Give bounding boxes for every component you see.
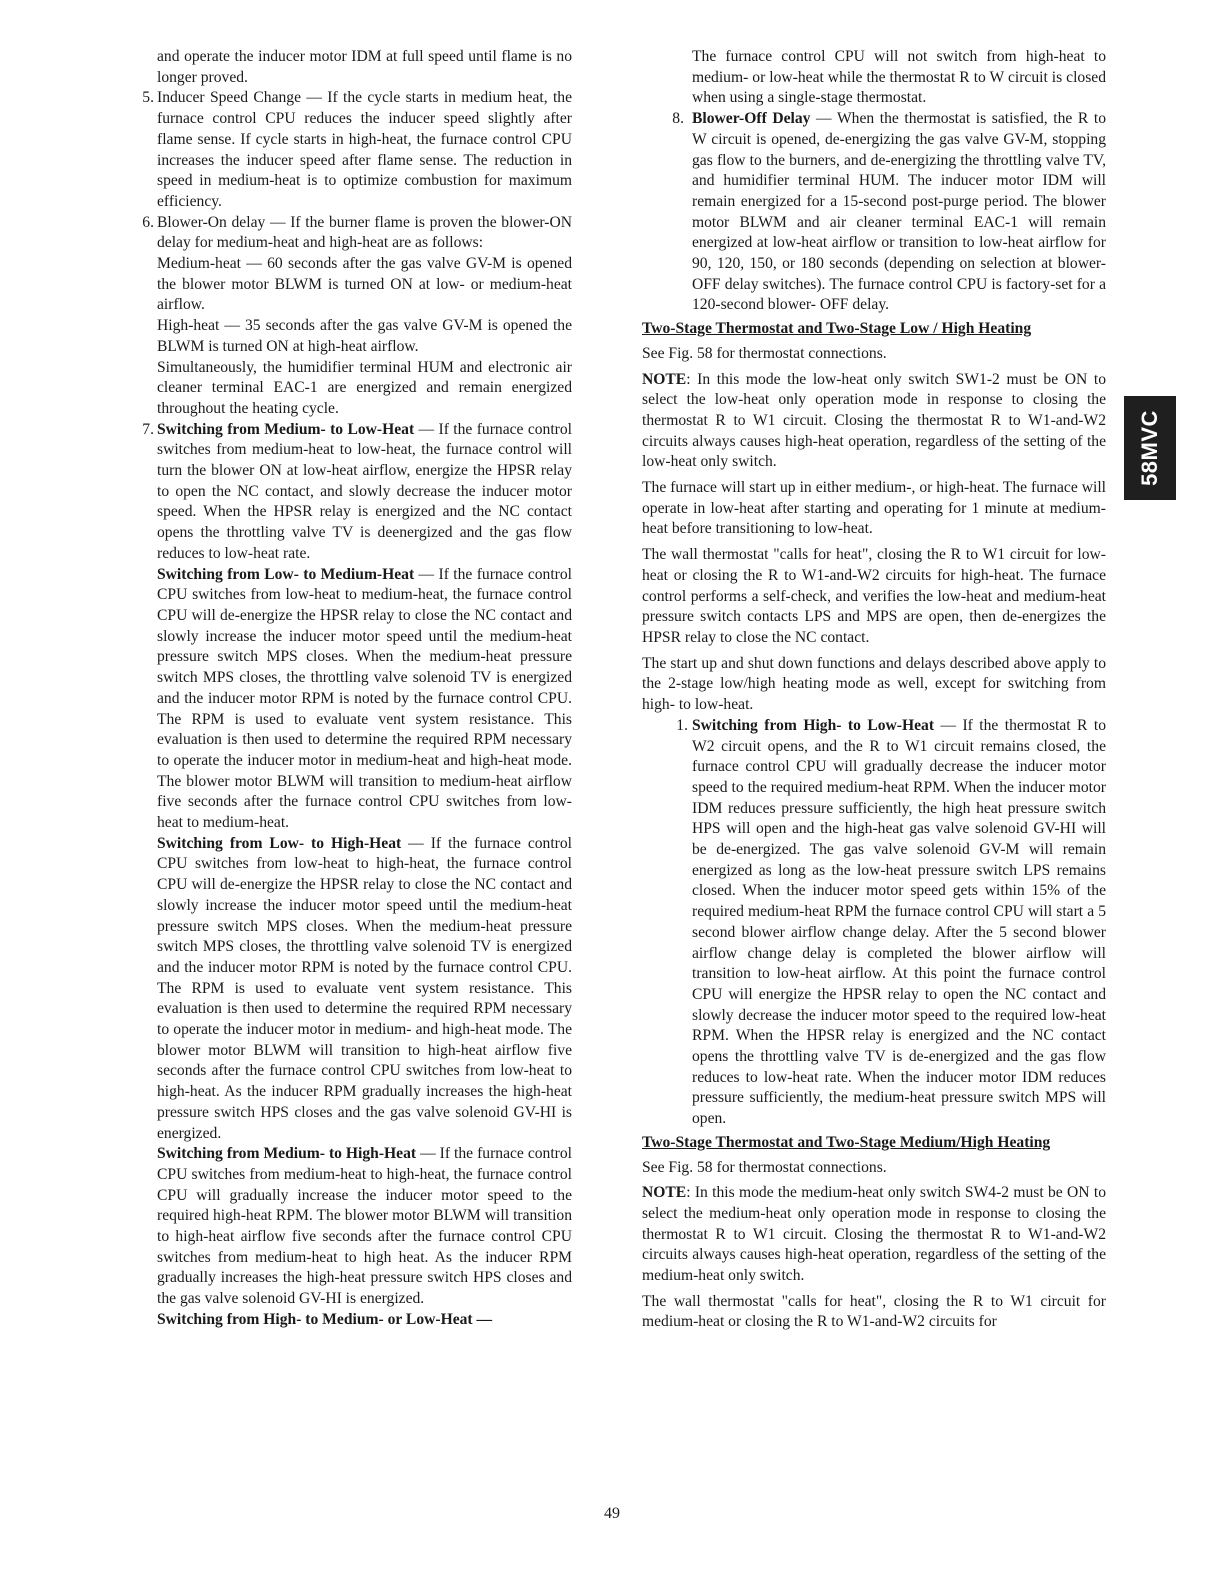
note-text: : In this mode the low-heat only switch SW1-2 must be ON to select the low-heat only operation mode in response to closing the thermostat R to W1 circuit. Closing the thermostat R to W1-and-W2 circuits always causes high-heat operation, regardless of the setting of the low-heat only switch. (642, 370, 1106, 471)
list-number: 5. (142, 89, 154, 107)
note-label: NOTE (642, 1184, 687, 1202)
list-number: 6. (142, 213, 154, 231)
blower-on-delay-text: Blower-On delay — If the burner flame is proven the blower-ON delay for medium-heat and high-heat are as follows: (157, 213, 572, 252)
continued-paragraph: The furnace control CPU will not switch from high-heat to medium- or low-heat while the thermostat R to W circuit is closed when using a single-stage thermostat. (692, 48, 1106, 107)
low-to-medium-text: — If the furnace control CPU switches from low-heat to medium-heat, the furnace control CPU will de-energize the HPSR relay to close the NC contact and slowly increase the inducer motor speed until the medium-heat pressure switch MPS closes. When the medium-heat pressure switch MPS closes, the throttling valve solenoid TV is energized and the inducer motor RPM is noted by the furnace control CPU. The RPM is used to evaluate vent system resistance. This evaluation is then used to determine the required RPM necessary to operate the inducer motor in medium-heat and high-heat mode. The blower motor BLWM will transition to medium-heat airflow five seconds after the furnace control CPU switches from low-heat to medium-heat. (157, 565, 573, 832)
body-paragraph: The wall thermostat "calls for heat", closing the R to W1 circuit for medium-heat or closing the R to W1-and-W2 circuits for (642, 1292, 1106, 1331)
low-to-high-paragraph (157, 834, 572, 1145)
high-to-low-text: — If the thermostat R to W2 circuit opens, and the R to W1 circuit remains closed, the furnace control CPU will gradually decrease the inducer motor speed to the required medium-heat RPM. When the inducer motor IDM reduces pressure sufficiently, the high heat pressure switch HPS will open and the high-heat gas valve solenoid GV-HI will be de-energized. The gas valve solenoid GV-M will remain energized as long as the low-heat pressure switch LPS remains closed. When the inducer motor speed gets within 15% of the required medium-heat RPM the furnace control CPU will start a 5 second blower airflow change delay. After the 5 second blower airflow change delay is completed the blower airflow will transition to low-heat airflow. At this point the furnace control CPU will energize the HPSR relay to open the NC contact and slowly decrease the inducer motor speed to the required low-heat RPM. When the HPSR relay is energized and the NC contact opens the throttling valve TV is de-energized and the gas flow reduces to low-heat rate. When the inducer motor IDM reduces pressure sufficiently, the medium-heat pressure switch MPS will open. (692, 716, 1106, 1128)
right-column (642, 47, 1106, 1333)
medium-to-low-text: — If the furnace control switches from medium-heat to low-heat, the furnace control will turn the blower ON at low-heat airflow, energize the HPSR relay to open the NC contact, and slowly decrease the inducer motor speed. When the HPSR relay is energized and the NC contact opens the throttling valve TV is deenergized and the gas flow reduces to low-heat rate. (157, 420, 573, 562)
blower-off-delay-title: Blower-Off Delay (692, 110, 811, 128)
list-number: 1. (676, 716, 688, 734)
list-item-1 (642, 716, 1106, 1130)
high-to-medium-low-title: Switching from High- to Medium- or Low-Heat — (157, 1310, 493, 1328)
note-paragraph (642, 1183, 1106, 1287)
section-heading-medium-high: Two-Stage Thermostat and Two-Stage Medium/High Heating (642, 1133, 1051, 1151)
side-tab (1124, 396, 1176, 500)
see-fig-text: See Fig. 58 for thermostat connections. (642, 344, 887, 362)
list-item-6 (136, 213, 572, 420)
low-to-high-text: — If the furnace control CPU switches from low-heat to high-heat, the furnace control CPU will de-energize the HPSR relay to close the NC contact and slowly increase the inducer motor speed until the medium-heat pressure switch MPS closes. When the medium-heat pressure switch MPS closes, the throttling valve solenoid TV is energized and the inducer motor RPM is noted by the furnace control CPU. The RPM is used to evaluate vent system resistance. This evaluation is then used to determine the required RPM necessary to operate the inducer motor in medium- and high-heat mode. The blower motor BLWM will transition to high-heat airflow five seconds after the furnace control CPU switches from low-heat to high-heat. As the inducer RPM gradually increases the high-heat pressure switch HPS closes and the gas valve solenoid GV-HI is energized. (157, 834, 573, 1142)
side-tab-label: 58MVC (1137, 410, 1163, 486)
left-column (136, 47, 572, 1331)
inducer-speed-change-text: Inducer Speed Change — If the cycle starts in medium heat, the furnace control CPU reduces the inducer speed slightly after flame sense. If cycle starts in high-heat, the furnace control CPU increases the inducer speed after flame sense. The reduction in speed in medium-heat is to optimize combustion for maximum efficiency. (157, 89, 572, 210)
medium-to-high-text: — If the furnace control CPU switches from medium-heat to high-heat, the furnace control CPU will gradually increase the inducer motor speed to the required high-heat RPM. The blower motor BLWM will transition to high-heat airflow five seconds after the furnace control CPU switches from medium-heat to high heat. As the inducer RPM gradually increases the high-heat pressure switch HPS closes and the gas valve solenoid GV-HI is energized. (157, 1145, 572, 1308)
blower-off-delay-text: — When the thermostat is satisfied, the R to W circuit is opened, de-energizing the gas valve GV-M, stopping gas flow to the burners, and de-energizing the throttling valve TV, and humidifier terminal HUM. The inducer motor IDM will remain energized for a 15-second post-purge period. The blower motor BLWM and air cleaner terminal EAC-1 will remain energized at low-heat airflow or transition to low-heat airflow for 90, 120, 150, or 180 seconds (depending on selection at blower-OFF delay switches). The furnace control CPU is factory-set for a 120-second blower- OFF delay. (692, 110, 1106, 314)
low-to-medium-title: Switching from Low- to Medium-Heat (157, 565, 415, 583)
medium-to-high-title: Switching from Medium- to High-Heat (157, 1145, 417, 1163)
note-label: NOTE (642, 370, 687, 388)
body-paragraph: The furnace will start up in either medium-, or high-heat. The furnace will operate in low-heat after starting and operating for 1 minute at medium-heat before transitioning to low-heat. (642, 479, 1106, 538)
blower-off-delay-paragraph (692, 109, 1106, 316)
body-paragraph: The wall thermostat "calls for heat", closing the R to W1 circuit for low-heat or closing the R to W1-and-W2 circuits for high-heat. The furnace control performs a self-check, and verifies the low-heat and medium-heat pressure switch contacts LPS and MPS are open, then de-energizes the HPSR relay to close the NC contact. (642, 546, 1106, 646)
list-number: 8. (672, 110, 684, 128)
medium-to-high-paragraph (157, 1144, 572, 1310)
list-item-7 (136, 420, 572, 1331)
list-item-8 (642, 109, 1106, 316)
medium-to-low-title: Switching from Medium- to Low-Heat (157, 420, 415, 438)
section-heading-low-high: Two-Stage Thermostat and Two-Stage Low / High Heating (642, 320, 1032, 338)
high-to-medium-low-paragraph (157, 1310, 572, 1331)
simultaneously-text: Simultaneously, the humidifier terminal HUM and electronic air cleaner terminal EAC-1 are energized and remain energized throughout the heating cycle. (157, 358, 572, 417)
high-to-low-paragraph (692, 716, 1106, 1130)
note-paragraph (642, 370, 1106, 474)
note-text: : In this mode the medium-heat only switch SW4-2 must be ON to select the medium-heat only operation mode in response to closing the thermostat R to W1 circuit. Closing the thermostat R to W1-and-W2 circuits always causes high-heat operation, regardless of the setting of the medium-heat only switch. (642, 1184, 1106, 1285)
list-item-5 (136, 88, 572, 212)
page-number: 49 (604, 1505, 620, 1522)
high-heat-text: High-heat — 35 seconds after the gas valve GV-M is opened the BLWM is turned ON at high-heat airflow. (157, 317, 572, 355)
see-fig-text: See Fig. 58 for thermostat connections. (642, 1158, 887, 1176)
continued-paragraph: and operate the inducer motor IDM at full speed until flame is no longer proved. (157, 48, 572, 86)
medium-to-low-paragraph (157, 420, 572, 565)
high-to-low-title: Switching from High- to Low-Heat (692, 716, 935, 734)
medium-heat-text: Medium-heat — 60 seconds after the gas valve GV-M is opened the blower motor BLWM is turned ON at low- or medium-heat airflow. (157, 255, 572, 314)
low-to-medium-paragraph (157, 565, 572, 834)
body-paragraph: The start up and shut down functions and delays described above apply to the 2-stage low/high heating mode as well, except for switching from high- to low-heat. (642, 654, 1106, 714)
low-to-high-title: Switching from Low- to High-Heat (157, 834, 402, 852)
list-number: 7. (142, 420, 154, 438)
